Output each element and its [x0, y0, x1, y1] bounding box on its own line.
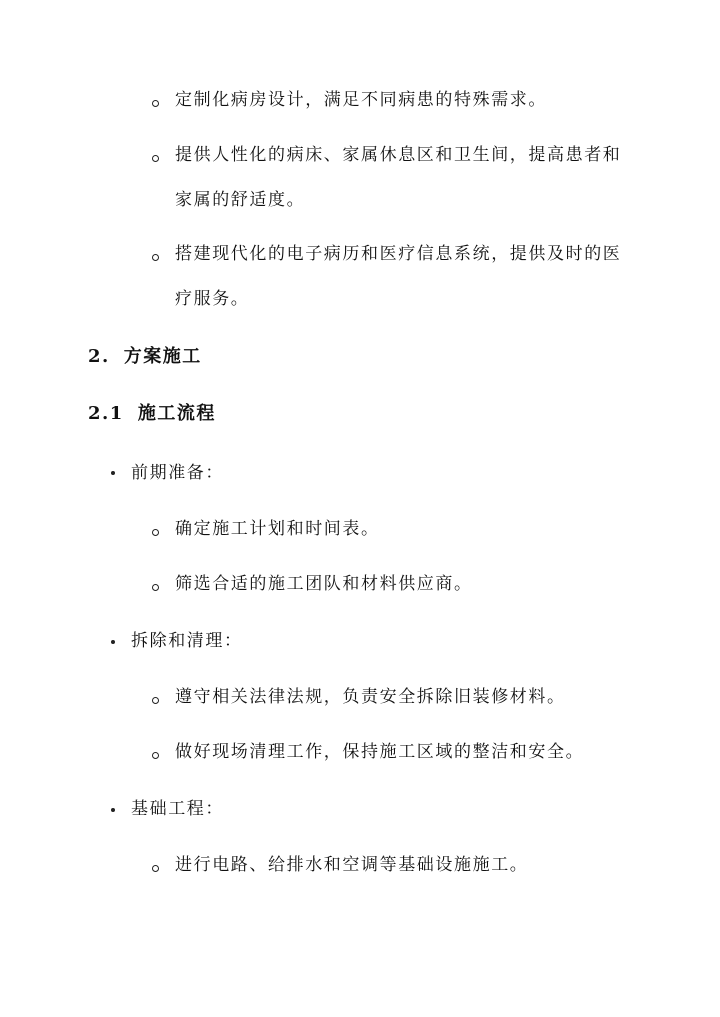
step-item-text: 进行电路、给排水和空调等基础设施施工。 [175, 855, 529, 875]
dot-bullet-icon [111, 471, 115, 475]
step-label: 前期准备： [131, 463, 224, 483]
section-heading [88, 346, 202, 368]
section-number: 2. [88, 346, 110, 367]
circle-bullet-icon [152, 100, 159, 107]
circle-bullet-icon [152, 155, 159, 162]
dot-bullet-icon [111, 808, 115, 812]
list-item-text: 提供人性化的病床、家属休息区和卫生间，提高患者和 [175, 145, 622, 165]
step-label: 基础工程： [131, 799, 224, 819]
circle-bullet-icon [152, 752, 159, 759]
subsection-heading [88, 403, 216, 425]
list-item-text: 搭建现代化的电子病历和医疗信息系统，提供及时的医 [175, 244, 622, 264]
list-item-text-continued: 疗服务。 [175, 289, 250, 309]
circle-bullet-icon [152, 529, 159, 536]
circle-bullet-icon [152, 254, 159, 261]
circle-bullet-icon [152, 584, 159, 591]
list-item-text-continued: 家属的舒适度。 [175, 190, 306, 210]
subsection-number: 2.1 [88, 403, 124, 424]
step-item-text: 筛选合适的施工团队和材料供应商。 [175, 574, 473, 594]
step-item-text: 做好现场清理工作，保持施工区域的整洁和安全。 [175, 742, 585, 762]
circle-bullet-icon [152, 697, 159, 704]
dot-bullet-icon [111, 640, 115, 644]
subsection-title: 施工流程 [137, 403, 216, 424]
step-item-text: 遵守相关法律法规，负责安全拆除旧装修材料。 [175, 687, 566, 707]
step-item-text: 确定施工计划和时间表。 [175, 519, 380, 539]
section-title: 方案施工 [123, 346, 202, 367]
step-label: 拆除和清理： [131, 631, 243, 651]
circle-bullet-icon [152, 865, 159, 872]
list-item-text: 定制化病房设计，满足不同病患的特殊需求。 [175, 90, 547, 110]
